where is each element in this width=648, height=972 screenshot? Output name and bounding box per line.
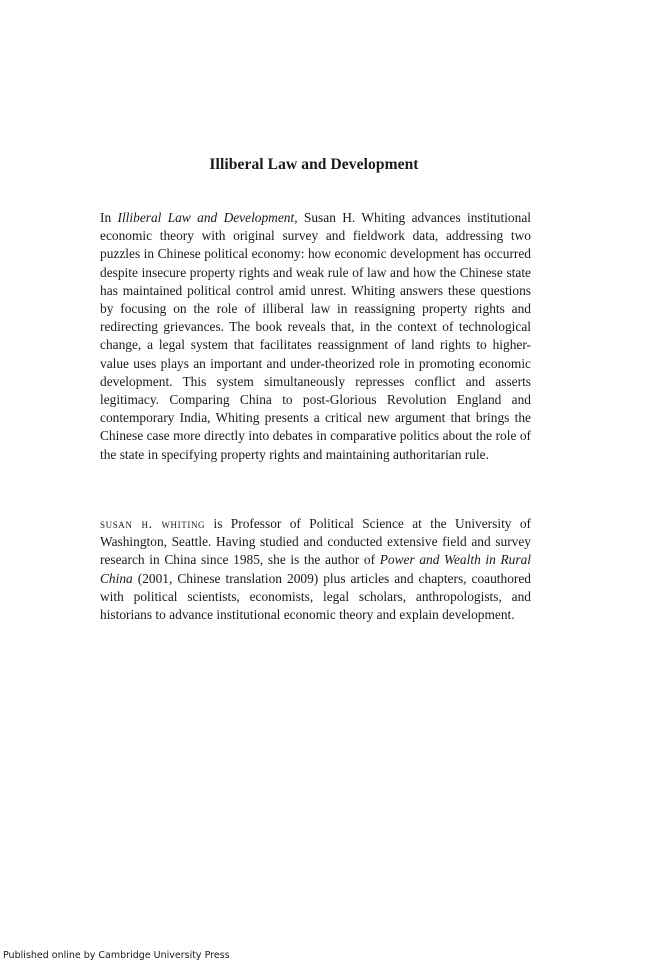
book-abstract <box>100 209 531 464</box>
abstract-body: , Susan H. Whiting advances institutional economic theory with original survey and fieldwork data, addressing two puzzles in Chinese political economy: how economic development has occurred despite insecure property rights and weak rule of law and how the Chinese state has maintained political control amid unrest. Whiting answers these questions by focusing on the role of illiberal law in reassigning property rights and redirecting grievances. The book reveals that, in the context of technological change, a legal system that facilitates reassignment of land rights to higher-value uses plays an important and under-theorized role in promoting economic development. This system simultaneously represses conflict and asserts legitimacy. Comparing China to post-Glorious Revolution England and contemporary India, Whiting presents a critical new argument that brings the Chinese case more directly into debates in comparative politics about the role of the state in specifying property rights and maintaining authoritarian rule. <box>100 210 531 462</box>
bio-text-part1: is Professor of Political Science at the University of Washington, Seattle. Having studied and conducted extensive field and survey research in China since 1985, she is the author of <box>100 516 531 568</box>
publisher-footer: Published online by Cambridge University Press <box>3 950 230 961</box>
author-bio <box>100 515 531 624</box>
bio-author-name: susan h. whiting <box>100 516 206 531</box>
bio-text-part2: (2001, Chinese translation 2009) plus articles and chapters, coauthored with political scientists, economists, legal scholars, anthropologists, and historians to advance institutional economic theory and explain development. <box>100 570 531 623</box>
page-title: Illiberal Law and Development <box>209 156 419 173</box>
bio-book-title: Power and Wealth in Rural China <box>100 552 531 586</box>
abstract-book-title: Illiberal Law and Development <box>117 210 295 225</box>
abstract-intro: In <box>100 210 118 225</box>
